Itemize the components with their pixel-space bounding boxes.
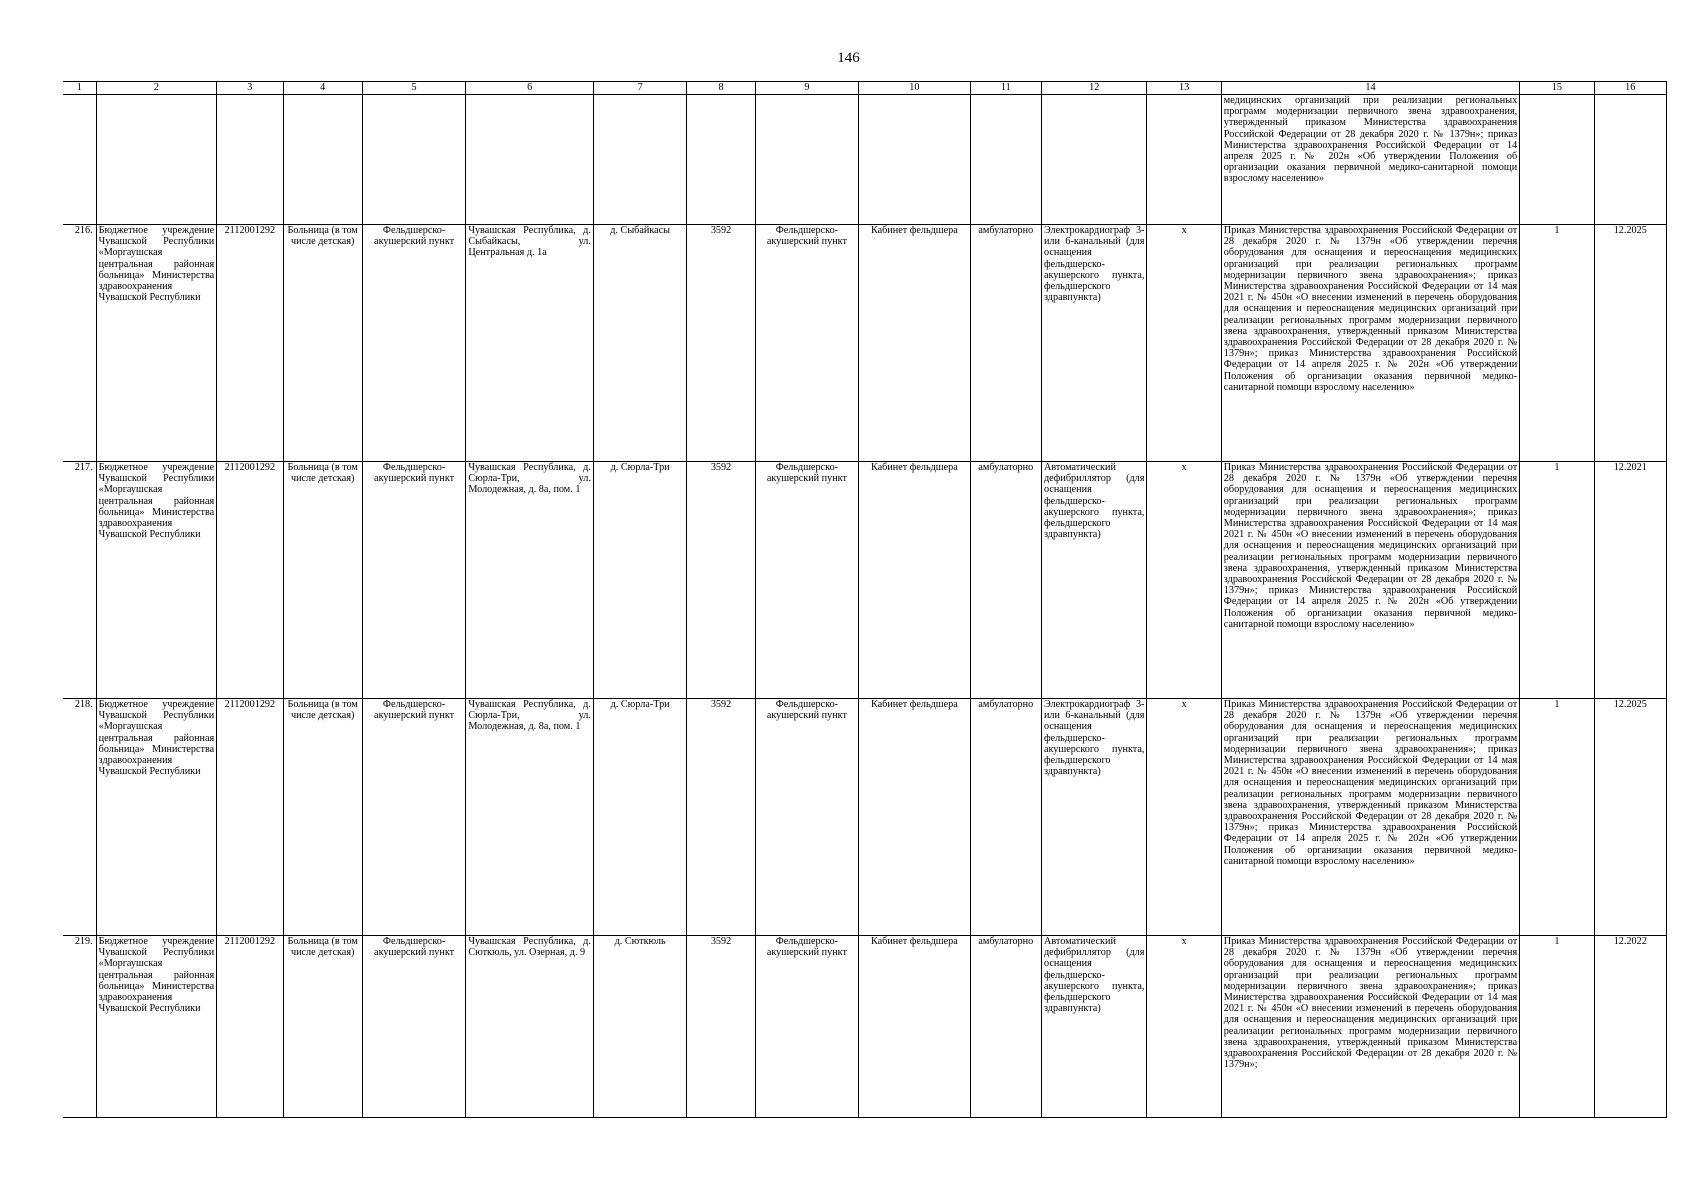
legal-basis-cell: Приказ Министерства здравоохранения Российской Федерации от 28 декабря 2020 г. № 1379н «Об утверждении перечня оборудования для оснащения и переоснащения медицинских организаций при реализации региональных программ модернизации первичного звена здравоохранения»; приказ Министерства здравоохранения Российской Федерации от 14 мая 2021 г. № 450н «О внесении изменений в перечень оборудования для оснащения и переоснащения медицинских организаций при реализации региональных программ модернизации первичного звена здравоохранения, утвержденный приказом Министерства здравоохранения Российской Федерации от 28 декабря 2020 г. № 1379н»; приказ Министерства здравоохранения Российской Федерации от 14 апреля 2025 г. № 202н «Об утверждении Положения об организации оказания первичной медико-санитарной помощи взрослому населению»: [1221, 462, 1519, 699]
organization-cell: Бюджетное учреждение Чувашской Республики «Моргаушская центральная районная больница» Министерства здравоохранения Чувашской Республики: [96, 936, 217, 1118]
inn-cell: 2112001292: [217, 936, 283, 1118]
unit-cell: Фельдшерско-акушерский пункт: [362, 699, 465, 936]
table-row: [63, 699, 1667, 936]
quantity-cell: 1: [1520, 699, 1594, 936]
column-header: 5: [362, 82, 465, 95]
table-row: [63, 462, 1667, 699]
equipment-cell: Электрокардиограф 3- или 6-канальный (для оснащения фельдшерско-акушерского пункта, фельдшерского здравпункта): [1041, 225, 1146, 462]
table-row: [63, 936, 1667, 1118]
address-cell: Чувашская Республика, д. Сюткюль, ул. Озерная, д. 9: [466, 936, 594, 1118]
mode-cell: амбулаторно: [970, 225, 1041, 462]
mark-cell: х: [1147, 462, 1221, 699]
column-header: 16: [1594, 82, 1666, 95]
row-number-cell: 217.: [63, 462, 96, 699]
settlement-cell: д. Сюткюль: [593, 936, 686, 1118]
legal-basis-cell: Приказ Министерства здравоохранения Российской Федерации от 28 декабря 2020 г. № 1379н «Об утверждении перечня оборудования для оснащения и переоснащения медицинских организаций при реализации региональных программ модернизации первичного звена здравоохранения»; приказ Министерства здравоохранения Российской Федерации от 14 мая 2021 г. № 450н «О внесении изменений в перечень оборудования для оснащения и переоснащения медицинских организаций при реализации региональных программ модернизации первичного звена здравоохранения, утвержденный приказом Министерства здравоохранения Российской Федерации от 28 декабря 2020 г. № 1379н»; приказ Министерства здравоохранения Российской Федерации от 14 апреля 2025 г. № 202н «Об утверждении Положения об организации оказания первичной медико-санитарной помощи взрослому населению»: [1221, 225, 1519, 462]
code-cell: 3592: [687, 936, 755, 1118]
unit-cell: Фельдшерско-акушерский пункт: [362, 225, 465, 462]
equipment-table: [63, 81, 1667, 1118]
mark-cell: х: [1147, 225, 1221, 462]
table-row: [63, 225, 1667, 462]
equipment-cell: Автоматический дефибриллятор (для оснащения фельдшерско-акушерского пункта, фельдшерского здравпункта): [1041, 462, 1146, 699]
row-number-cell: 218.: [63, 699, 96, 936]
unit2-cell: Фельдшерско-акушерский пункт: [755, 462, 858, 699]
row-number-cell: 216.: [63, 225, 96, 462]
address-cell: Чувашская Республика, д. Сыбайкасы, ул. Центральная д. 1а: [466, 225, 594, 462]
date-cell: 12.2025: [1594, 225, 1666, 462]
date-cell: 12.2025: [1594, 699, 1666, 936]
mode-cell: амбулаторно: [970, 462, 1041, 699]
legal-basis-cell: Приказ Министерства здравоохранения Российской Федерации от 28 декабря 2020 г. № 1379н «Об утверждении перечня оборудования для оснащения и переоснащения медицинских организаций при реализации региональных программ модернизации первичного звена здравоохранения»; приказ Министерства здравоохранения Российской Федерации от 14 мая 2021 г. № 450н «О внесении изменений в перечень оборудования для оснащения и переоснащения медицинских организаций при реализации региональных программ модернизации первичного звена здравоохранения, утвержденный приказом Министерства здравоохранения Российской Федерации от 28 декабря 2020 г. № 1379н»; приказ Министерства здравоохранения Российской Федерации от 14 апреля 2025 г. № 202н «Об утверждении Положения об организации оказания первичной медико-санитарной помощи взрослому населению»: [1221, 699, 1519, 936]
unit2-cell: Фельдшерско-акушерский пункт: [755, 225, 858, 462]
address-cell: Чувашская Республика, д. Сюрла-Три, ул. Молодежная, д. 8а, пом. 1: [466, 462, 594, 699]
quantity-cell: 1: [1520, 225, 1594, 462]
facility-type-cell: Больница (в том числе детская): [283, 936, 362, 1118]
column-header: 9: [755, 82, 858, 95]
column-header: 13: [1147, 82, 1221, 95]
page-number: 146: [837, 50, 860, 66]
facility-type-cell: Больница (в том числе детская): [283, 462, 362, 699]
facility-type-cell: Больница (в том числе детская): [283, 225, 362, 462]
code-cell: 3592: [687, 699, 755, 936]
column-header: 11: [970, 82, 1041, 95]
quantity-cell: 1: [1520, 936, 1594, 1118]
equipment-cell: Электрокардиограф 3- или 6-канальный (для оснащения фельдшерско-акушерского пункта, фельдшерского здравпункта): [1041, 699, 1146, 936]
organization-cell: Бюджетное учреждение Чувашской Республики «Моргаушская центральная районная больница» Министерства здравоохранения Чувашской Республики: [96, 225, 217, 462]
room-cell: Кабинет фельдшера: [859, 936, 971, 1118]
settlement-cell: д. Сыбайкасы: [593, 225, 686, 462]
unit2-cell: Фельдшерско-акушерский пункт: [755, 699, 858, 936]
column-header: 2: [96, 82, 217, 95]
column-header: 10: [859, 82, 971, 95]
column-header: 7: [593, 82, 686, 95]
room-cell: Кабинет фельдшера: [859, 225, 971, 462]
equipment-cell: Автоматический дефибриллятор (для оснащения фельдшерско-акушерского пункта, фельдшерского здравпункта): [1041, 936, 1146, 1118]
mark-cell: х: [1147, 699, 1221, 936]
row-number-cell: 219.: [63, 936, 96, 1118]
date-cell: 12.2022: [1594, 936, 1666, 1118]
column-header: 4: [283, 82, 362, 95]
settlement-cell: д. Сюрла-Три: [593, 699, 686, 936]
room-cell: Кабинет фельдшера: [859, 462, 971, 699]
inn-cell: 2112001292: [217, 462, 283, 699]
mode-cell: амбулаторно: [970, 699, 1041, 936]
settlement-cell: д. Сюрла-Три: [593, 462, 686, 699]
facility-type-cell: Больница (в том числе детская): [283, 699, 362, 936]
inn-cell: 2112001292: [217, 225, 283, 462]
mode-cell: амбулаторно: [970, 936, 1041, 1118]
quantity-cell: 1: [1520, 462, 1594, 699]
legal-basis-cell: медицинских организаций при реализации региональных программ модернизации первичного звена здравоохранения, утвержденный приказом Министерства здравоохранения Российской Федерации от 28 декабря 2020 г. № 1379н»; приказ Министерства здравоохранения Российской Федерации от 14 апреля 2025 г. № 202н «Об утверждении Положения об организации оказания первичной медико-санитарной помощи взрослому населению»: [1221, 95, 1519, 225]
unit-cell: Фельдшерско-акушерский пункт: [362, 936, 465, 1118]
organization-cell: Бюджетное учреждение Чувашской Республики «Моргаушская центральная районная больница» Министерства здравоохранения Чувашской Республики: [96, 699, 217, 936]
column-header: 8: [687, 82, 755, 95]
unit-cell: Фельдшерско-акушерский пункт: [362, 462, 465, 699]
column-header: 3: [217, 82, 283, 95]
legal-basis-cell: Приказ Министерства здравоохранения Российской Федерации от 28 декабря 2020 г. № 1379н «Об утверждении перечня оборудования для оснащения и переоснащения медицинских организаций при реализации региональных программ модернизации первичного звена здравоохранения»; приказ Министерства здравоохранения Российской Федерации от 14 мая 2021 г. № 450н «О внесении изменений в перечень оборудования для оснащения и переоснащения медицинских организаций при реализации региональных программ модернизации первичного звена здравоохранения, утвержденный приказом Министерства здравоохранения Российской Федерации от 28 декабря 2020 г. № 1379н»;: [1221, 936, 1519, 1118]
unit2-cell: Фельдшерско-акушерский пункт: [755, 936, 858, 1118]
column-header: 1: [63, 82, 96, 95]
column-header: 12: [1041, 82, 1146, 95]
address-cell: Чувашская Республика, д. Сюрла-Три, ул. Молодежная, д. 8а, пом. 1: [466, 699, 594, 936]
code-cell: 3592: [687, 225, 755, 462]
column-header: 14: [1221, 82, 1519, 95]
room-cell: Кабинет фельдшера: [859, 699, 971, 936]
table-row-continuation: [63, 95, 1667, 225]
date-cell: 12.2021: [1594, 462, 1666, 699]
code-cell: 3592: [687, 462, 755, 699]
organization-cell: Бюджетное учреждение Чувашской Республики «Моргаушская центральная районная больница» Министерства здравоохранения Чувашской Республики: [96, 462, 217, 699]
mark-cell: х: [1147, 936, 1221, 1118]
column-header: 15: [1520, 82, 1594, 95]
inn-cell: 2112001292: [217, 699, 283, 936]
column-header: 6: [466, 82, 594, 95]
column-number-row: [63, 82, 1667, 95]
